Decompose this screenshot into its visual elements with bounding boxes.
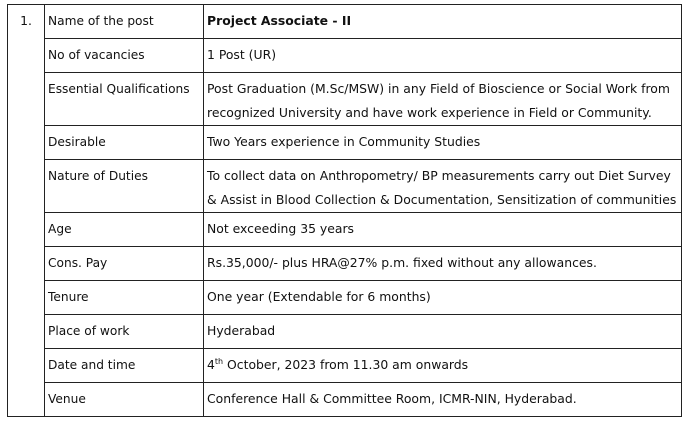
row-value: Post Graduation (M.Sc/MSW) in any Field of Bioscience or Social Work from recognized University and have work experience in Field or Community. — [204, 73, 682, 126]
row-value: 1 Post (UR) — [204, 39, 682, 73]
table-row — [8, 39, 682, 73]
row-label: No of vacancies — [45, 39, 204, 73]
row-label: Age — [45, 213, 204, 247]
row-value: Conference Hall & Committee Room, ICMR-NIN, Hyderabad. — [204, 383, 682, 417]
table-row — [8, 281, 682, 315]
row-label: Essential Qualifications — [45, 73, 204, 126]
row-value: Rs.35,000/- plus HRA@27% p.m. fixed without any allowances. — [204, 247, 682, 281]
table-row — [8, 315, 682, 349]
row-label: Date and time — [45, 349, 204, 383]
serial-number: 1. — [8, 5, 45, 417]
row-label: Place of work — [45, 315, 204, 349]
row-value: Hyderabad — [204, 315, 682, 349]
row-label: Name of the post — [45, 5, 204, 39]
row-value: One year (Extendable for 6 months) — [204, 281, 682, 315]
table-row — [8, 126, 682, 160]
table-row — [8, 160, 682, 213]
post-name-value: Project Associate - II — [204, 5, 682, 39]
row-value: Not exceeding 35 years — [204, 213, 682, 247]
row-label: Tenure — [45, 281, 204, 315]
table-row — [8, 383, 682, 417]
row-label: Nature of Duties — [45, 160, 204, 213]
row-value: To collect data on Anthropometry/ BP measurements carry out Diet Survey & Assist in Blood Collection & Documentation, Sensitization of communities — [204, 160, 682, 213]
table-row — [8, 73, 682, 126]
job-details-table — [7, 4, 682, 417]
date-time-value — [204, 349, 682, 383]
table-row — [8, 5, 682, 39]
row-label: Cons. Pay — [45, 247, 204, 281]
row-label: Desirable — [45, 126, 204, 160]
date-rest: October, 2023 from 11.30 am onwards — [223, 357, 469, 372]
date-ordinal-suffix: th — [214, 356, 224, 366]
table-row — [8, 247, 682, 281]
row-value: Two Years experience in Community Studies — [204, 126, 682, 160]
table-row — [8, 213, 682, 247]
row-label: Venue — [45, 383, 204, 417]
date-day: 4 — [207, 357, 215, 372]
table-row — [8, 349, 682, 383]
